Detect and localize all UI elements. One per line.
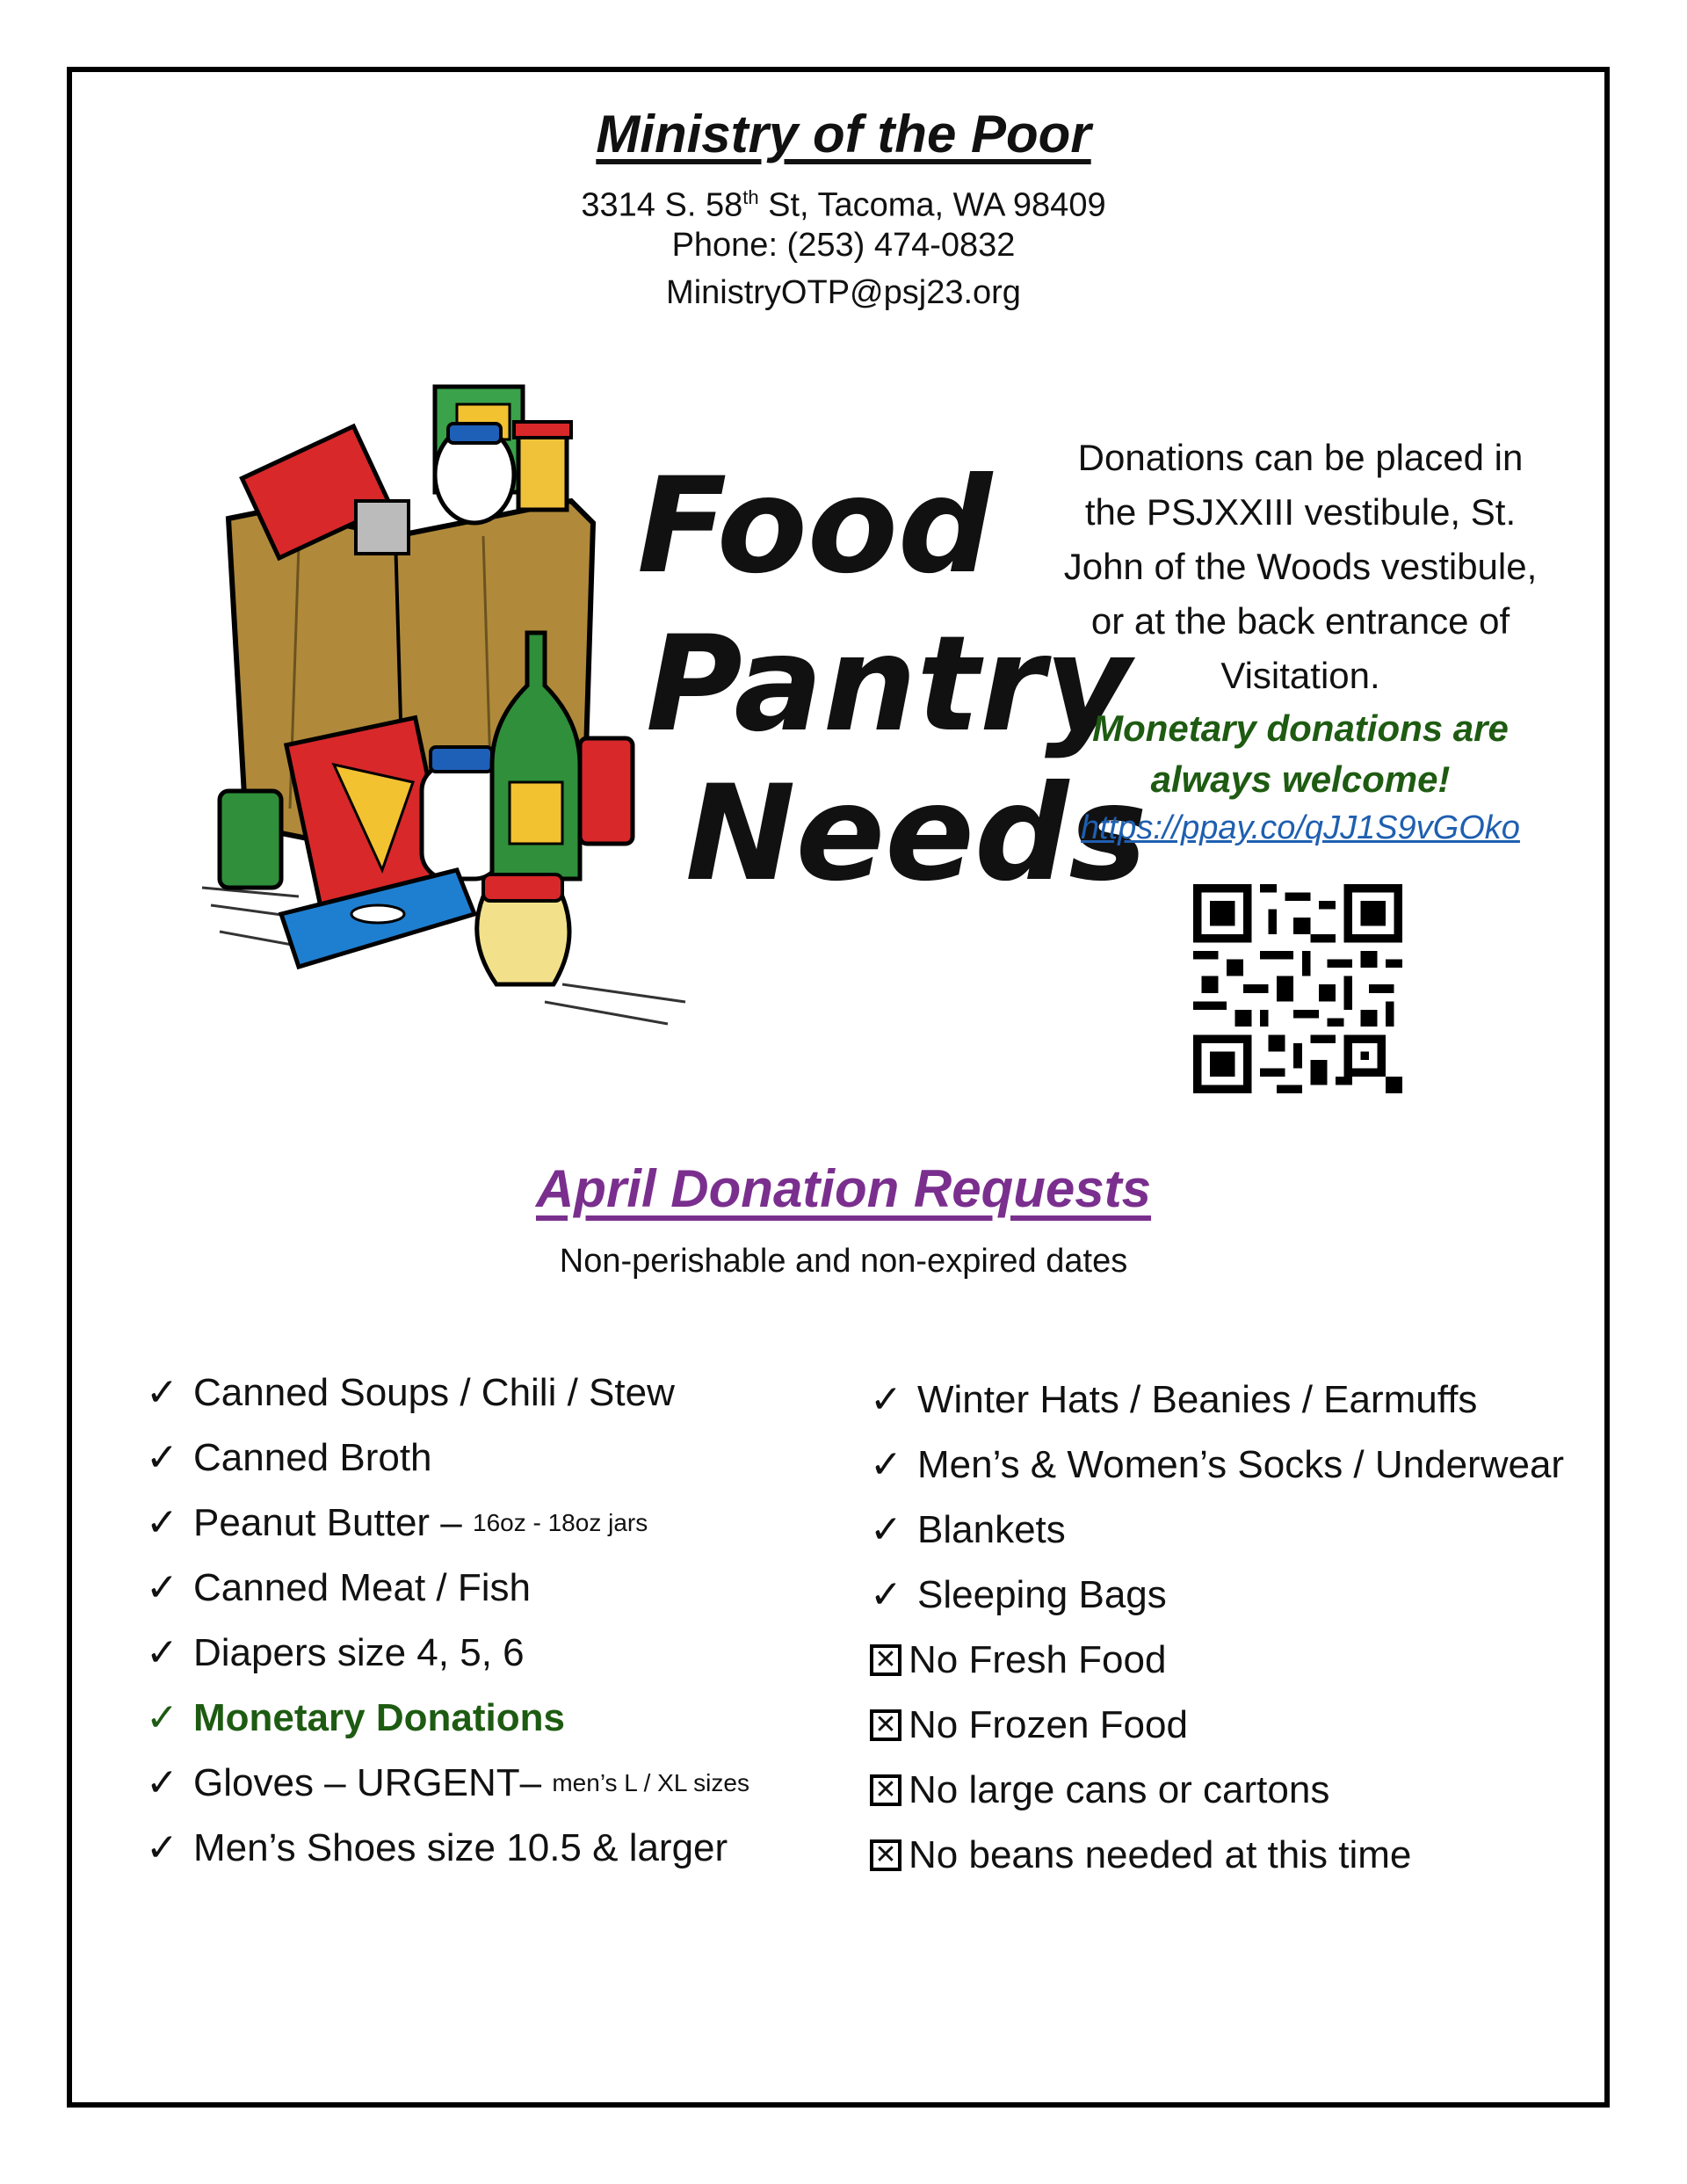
checkmark-icon: ✓	[146, 1566, 178, 1609]
email[interactable]: MinistryOTP@psj23.org	[666, 274, 1021, 311]
list-item: ✓ Men’s & Women’s Socks / Underwear	[870, 1433, 1564, 1498]
x-box-icon: ✕	[870, 1839, 901, 1871]
list-item: ✓ Canned Soups / Chili / Stew	[146, 1360, 749, 1426]
checkmark-icon: ✓	[146, 1371, 178, 1414]
checkmark-icon: ✓	[146, 1436, 178, 1479]
donation-line: John of the Woods vestibule,	[1063, 546, 1538, 587]
list-item: ✕ No beans needed at this time	[870, 1823, 1564, 1888]
pantry-word: Pantry	[646, 608, 1131, 761]
x-box-icon: ✕	[870, 1709, 901, 1741]
list-item: ✓ Diapers size 4, 5, 6	[146, 1621, 749, 1686]
right-request-list	[870, 1368, 1564, 1888]
monetary-note-line2: always welcome!	[1150, 758, 1451, 800]
list-item: ✓ Men’s Shoes size 10.5 & larger	[146, 1816, 749, 1881]
april-subtitle: Non-perishable and non-expired dates	[559, 1243, 1128, 1280]
address: 3314 S. 58th St, Tacoma, WA 98409	[581, 186, 1106, 224]
list-item: ✓ Canned Broth	[146, 1426, 749, 1491]
donation-line: Visitation.	[1220, 655, 1380, 696]
payment-link[interactable]: https://ppay.co/qJJ1S9vGOko	[1081, 809, 1520, 846]
monetary-note-line1: Monetary donations are	[1092, 707, 1509, 749]
list-item: ✓ Peanut Butter – 16oz - 18oz jars	[146, 1491, 749, 1556]
checkmark-icon: ✓	[870, 1378, 902, 1421]
page-title: Ministry of the Poor	[596, 105, 1091, 163]
qr-code-icon[interactable]	[1193, 884, 1402, 1093]
list-item: ✕ No Fresh Food	[870, 1628, 1564, 1693]
food-pantry-illustration	[193, 369, 1148, 1037]
x-box-icon: ✕	[870, 1644, 901, 1676]
checkmark-icon: ✓	[870, 1508, 902, 1551]
list-item-monetary: ✓ Monetary Donations	[146, 1686, 749, 1751]
checkmark-icon: ✓	[146, 1761, 178, 1804]
needs-word: Needs	[685, 758, 1148, 911]
list-item: ✓ Sleeping Bags	[870, 1563, 1564, 1628]
checkmark-icon: ✓	[146, 1826, 178, 1869]
list-item: ✓ Blankets	[870, 1498, 1564, 1563]
list-item: ✕ No large cans or cartons	[870, 1758, 1564, 1823]
list-item: ✓ Canned Meat / Fish	[146, 1556, 749, 1621]
donation-line: Donations can be placed in	[1077, 437, 1524, 478]
list-item: ✓ Gloves – URGENT– men’s L / XL sizes	[146, 1751, 749, 1816]
donation-line: the PSJXXIII vestibule, St.	[1084, 491, 1517, 533]
checkmark-icon: ✓	[870, 1443, 902, 1486]
checkmark-icon: ✓	[146, 1501, 178, 1544]
donation-line: or at the back entrance of	[1090, 600, 1510, 642]
food-word: Food	[637, 450, 993, 603]
checkmark-icon: ✓	[146, 1696, 178, 1739]
list-item: ✓ Winter Hats / Beanies / Earmuffs	[870, 1368, 1564, 1433]
left-request-list	[146, 1360, 749, 1881]
april-title: April Donation Requests	[535, 1159, 1152, 1218]
checkmark-icon: ✓	[870, 1573, 902, 1616]
donation-info	[1019, 431, 1582, 851]
checkmark-icon: ✓	[146, 1631, 178, 1674]
phone: Phone: (253) 474-0832	[671, 227, 1016, 264]
list-item: ✕ No Frozen Food	[870, 1693, 1564, 1758]
x-box-icon: ✕	[870, 1774, 901, 1806]
